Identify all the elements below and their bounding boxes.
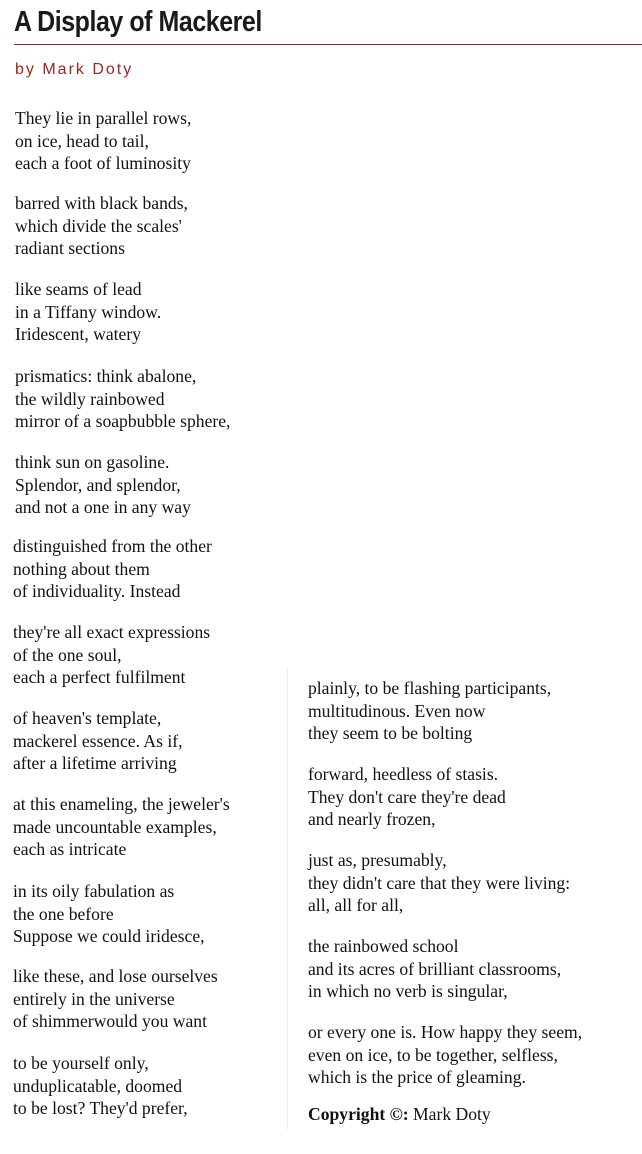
poem-line: of heaven's template,	[13, 708, 162, 728]
stanza-3	[15, 278, 161, 346]
poem-line: Suppose we could iridesce,	[13, 926, 205, 947]
stanza-4	[15, 365, 230, 433]
stanza-1	[15, 107, 191, 175]
poem-line: radiant sections	[15, 238, 125, 259]
stanza-8	[13, 707, 183, 775]
copyright-author: Mark Doty	[413, 1104, 491, 1124]
poem-line: in which no verb is singular,	[308, 981, 508, 1002]
stanza-13	[308, 677, 551, 745]
poem-line: and nearly frozen,	[308, 809, 436, 830]
poem-line: each as intricate	[13, 839, 127, 860]
poem-line: mackerel essence. As if,	[13, 730, 183, 751]
poem-line: even on ice, to be together, selfless,	[308, 1044, 558, 1065]
stanza-17	[308, 1021, 582, 1089]
poem-line: to be lost? They'd prefer,	[13, 1098, 188, 1119]
poem-line: nothing about them	[13, 558, 150, 579]
column-divider	[287, 668, 288, 1130]
poem-line: after a lifetime arriving	[13, 753, 177, 774]
poem-line: in its oily fabulation as	[13, 881, 175, 901]
poem-line: prismatics: think abalone,	[15, 366, 197, 386]
poem-line: each a foot of luminosity	[15, 153, 191, 174]
stanza-5	[15, 451, 191, 519]
poem-line: on ice, head to tail,	[15, 130, 149, 151]
copyright-label: Copyright ©:	[308, 1104, 409, 1124]
poem-line: they seem to be bolting	[308, 723, 473, 744]
poem-line: they didn't care that they were living:	[308, 872, 571, 893]
stanza-11	[13, 965, 218, 1033]
poem-line: of shimmerwould you want	[13, 1011, 207, 1032]
poem-line: each a perfect fulfilment	[13, 667, 186, 688]
poem-line: forward, heedless of stasis.	[308, 764, 499, 784]
stanza-12	[13, 1052, 188, 1120]
poem-line: they're all exact expressions	[13, 622, 211, 642]
poem-line: of the one soul,	[13, 644, 122, 665]
poem-title: A Display of Mackerel	[14, 6, 262, 38]
poem-line: in a Tiffany window.	[15, 301, 162, 322]
stanza-2	[15, 192, 188, 260]
poem-line: unduplicatable, doomed	[13, 1075, 183, 1096]
copyright-notice	[308, 1103, 491, 1125]
stanza-6	[13, 535, 212, 603]
poem-line: of individuality. Instead	[13, 581, 181, 602]
poem-line: barred with black bands,	[15, 193, 188, 213]
stanza-16	[308, 935, 561, 1003]
poem-line: Iridescent, watery	[15, 324, 142, 345]
title-divider	[14, 44, 642, 45]
poem-line: like seams of lead	[15, 279, 142, 299]
poem-line: to be yourself only,	[13, 1053, 149, 1073]
poem-line: the one before	[13, 903, 114, 924]
stanza-9	[13, 793, 230, 861]
stanza-10	[13, 880, 205, 948]
stanza-7	[13, 621, 210, 689]
poem-line: multitudinous. Even now	[308, 700, 486, 721]
poem-line: just as, presumably,	[308, 850, 447, 870]
poem-line: They lie in parallel rows,	[15, 108, 192, 128]
poem-line: like these, and lose ourselves	[13, 966, 218, 986]
stanza-14	[308, 763, 506, 831]
poem-line: all, all for all,	[308, 895, 404, 916]
poem-line: which is the price of gleaming.	[308, 1067, 526, 1088]
poem-line: and its acres of brilliant classrooms,	[308, 958, 562, 979]
poem-line: think sun on gasoline.	[15, 452, 170, 472]
poem-line: mirror of a soapbubble sphere,	[15, 411, 231, 432]
poem-byline: by Mark Doty	[15, 61, 134, 78]
poem-line: Splendor, and splendor,	[15, 474, 181, 495]
poem-line: or every one is. How happy they seem,	[308, 1022, 583, 1042]
poem-line: They don't care they're dead	[308, 786, 506, 807]
poem-line: the rainbowed school	[308, 936, 459, 956]
poem-line: at this enameling, the jeweler's	[13, 794, 230, 814]
poem-line: entirely in the universe	[13, 988, 175, 1009]
stanza-15	[308, 849, 570, 917]
poem-line: and not a one in any way	[15, 497, 191, 518]
poem-line: distinguished from the other	[13, 536, 212, 556]
poem-line: which divide the scales'	[15, 215, 182, 236]
poem-line: the wildly rainbowed	[15, 388, 165, 409]
poem-line: made uncountable examples,	[13, 816, 217, 837]
poem-line: plainly, to be flashing participants,	[308, 678, 552, 698]
